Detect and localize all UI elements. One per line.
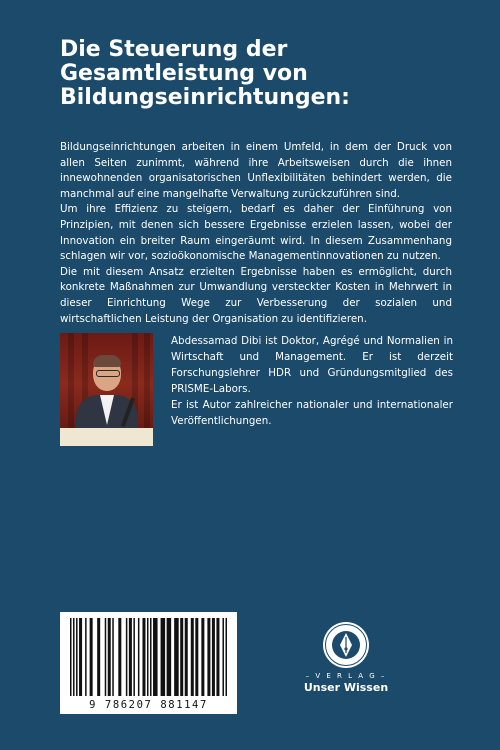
barcode-bar	[97, 618, 100, 696]
publisher-verlag-label: – V E R L A G –	[305, 672, 387, 680]
barcode-bar	[85, 618, 87, 696]
barcode-bar	[138, 618, 140, 696]
author-bio	[171, 333, 453, 429]
barcode-bar	[133, 618, 135, 696]
barcode-bar	[147, 618, 149, 696]
back-cover-blurb	[60, 140, 452, 327]
barcode-bar	[90, 618, 93, 696]
barcode-bar	[216, 618, 219, 696]
barcode-bar	[105, 618, 107, 696]
barcode-bar	[108, 618, 111, 696]
barcode-bar	[161, 618, 166, 696]
barcode-bar	[129, 618, 132, 696]
blurb-paragraph-1: Bildungseinrichtungen arbeiten in einem Umfeld, in dem der Druck von allen Seiten zunimmt, während ihre Arbeitsweisen durch die ihnen innewohnenden organisatorischen Unflexibilitäten behindert werden, die manchmal auf eine mangelhafte Verwaltung zurückzuführen sind.	[60, 141, 452, 200]
barcode-bar	[195, 618, 198, 696]
barcode-bar	[112, 618, 114, 696]
barcode-bar	[180, 618, 183, 696]
barcode-bar	[174, 618, 179, 696]
barcode-bars	[68, 618, 229, 698]
barcode-bar	[73, 618, 75, 696]
barcode-bar	[212, 618, 215, 696]
publisher-mark	[286, 620, 406, 700]
isbn-barcode	[60, 612, 237, 714]
barcode-bar	[153, 618, 158, 696]
barcode-bar	[225, 618, 227, 696]
fountain-pen-logo-icon	[321, 620, 371, 670]
barcode-bar	[191, 618, 194, 696]
blurb-paragraph-3: Die mit diesem Ansatz erzielten Ergebnisse haben es ermöglicht, durch konkrete Maßnahmen zur Umwandlung versteckter Kosten in Mehrwert in dieser Einrichtung Wege zur Verbesserung der sozialen und wirtschaftlichen Leistung der Organisation zu identifizieren.	[60, 265, 452, 325]
barcode-bar	[118, 618, 121, 696]
book-title: Die Steuerung der Gesamtleistung von Bildungseinrichtungen:	[60, 37, 350, 110]
barcode-bar	[79, 618, 82, 696]
barcode-bar	[167, 618, 172, 696]
barcode-bar	[222, 618, 224, 696]
isbn-number: 9 786207 881147	[89, 699, 208, 711]
barcode-bar	[201, 618, 204, 696]
barcode-bar	[76, 618, 78, 696]
barcode-bar	[185, 618, 188, 696]
barcode-bar	[150, 618, 152, 696]
barcode-bar	[70, 618, 72, 696]
author-bio-paragraph-1: Abdessamad Dibi ist Doktor, Agrégé und Normalien in Wirtschaft und Management. Er ist derzeit Forschungslehrer HDR und Gründungsmitglied des PRISME-Labors.	[171, 335, 453, 395]
barcode-bar	[207, 618, 210, 696]
publisher-name: Unser Wissen	[303, 681, 389, 694]
barcode-bar	[126, 618, 128, 696]
barcode-bar	[142, 618, 145, 696]
blurb-paragraph-2: Um ihre Effizienz zu steigern, bedarf es daher der Einführung von Prinzipien, mit denen sich bessere Ergebnisse erzielen lassen, wobei der Innovation ein breiter Raum eingeräumt wird. In diesem Zusammenhang schlagen wir vor, sozioökonomische Managementinnovationen zu nutzen.	[60, 203, 452, 263]
author-bio-paragraph-2: Er ist Autor zahlreicher nationaler und internationaler Veröffentlichungen.	[171, 399, 453, 427]
author-photo	[60, 333, 153, 446]
